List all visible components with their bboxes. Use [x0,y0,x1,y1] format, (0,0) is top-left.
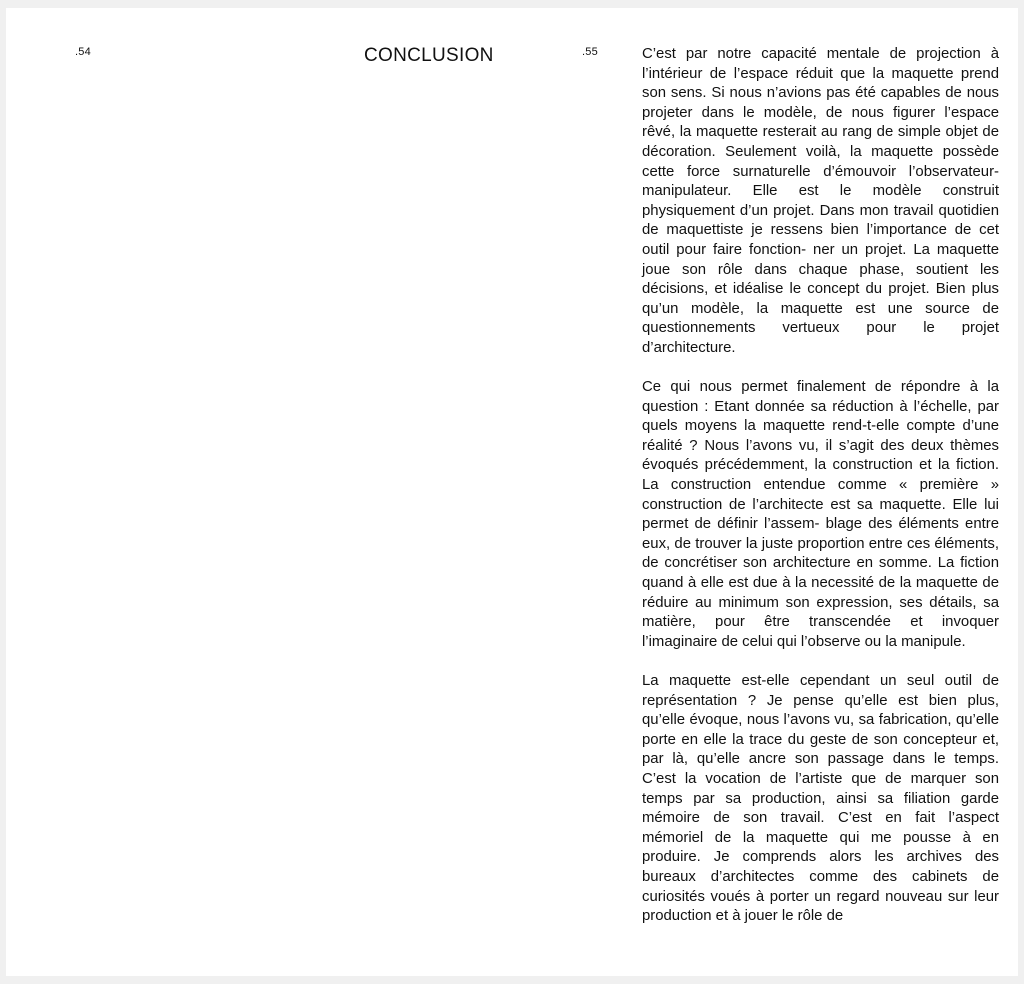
page-number-right: .55 [582,46,598,58]
page-title: CONCLUSION [364,45,494,66]
paragraph: La maquette est-elle cependant un seul outil de représentation ? Je pense qu’elle est bien plus, qu’elle évoque, nous l’avons vu, sa fabrication, qu’elle porte en elle la trace du geste de son concepteur et, par là, qu’elle ancre son passage dans le temps. C’est la vocation de l’artiste que de marquer son temps par sa production, ainsi sa filiation garde mémoire de son travail. C’est en fait l’aspect mémoriel de la maquette qui me pousse à en produire. Je comprends alors les archives des bureaux d’architectes comme des cabinets de curiosités voués à porter un regard nouveau sur leur production et à jouer le rôle de [642,673,999,925]
paragraph: Ce qui nous permet finalement de répondre à la question : Etant donnée sa réduction à l’échelle, par quels moyens la maquette rend-t-elle compte d’une réalité ? Nous l’avons vu, il s’agit des deux thèmes évoqués précédemment, la construction et la fiction. La construction entendue comme « première » construction de l’architecte est sa maquette. Elle lui permet de définir l’assem- blage des éléments entre eux, de trouver la juste proportion entre ces éléments, de concrétiser son architecture en somme. La fiction quand à elle est due à la necessité de la maquette de réduire au minimum son expression, ses détails, sa matière, pour être transcendée et invoquer l’imaginaire de celui qui l’observe ou la manipule. [642,379,999,650]
book-spread [6,8,1018,976]
page-number-left: .54 [75,46,91,58]
paragraph: C’est par notre capacité mentale de projection à l’intérieur de l’espace réduit que la maquette prend son sens. Si nous n’avions pas été capables de nous projeter dans le modèle, de nous figurer l’espace rêvé, la maquette resterait au rang de simple objet de décoration. Seulement voilà, la maquette possède cette force surnaturelle d’émouvoir l’observateur-manipulateur. Elle est le modèle construit physiquement d’un projet. Dans mon travail quotidien de maquettiste je ressens bien l’importance de cet outil pour faire fonction- ner un projet. La maquette joue son rôle dans chaque phase, soutient les décisions, et idéalise le concept du projet. Bien plus qu’un modèle, la maquette est une source de questionnements vertueux pour le projet d’architecture. [642,46,999,356]
body-text [642,45,999,927]
